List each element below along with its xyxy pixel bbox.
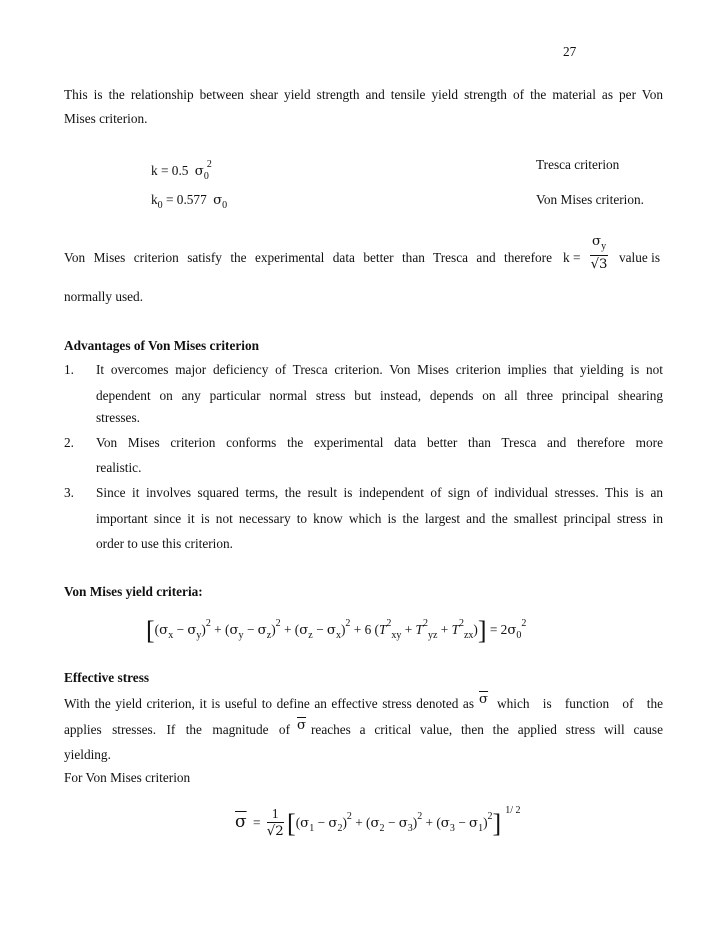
effective-line-1b: which is function of the <box>497 696 663 711</box>
list-item-line: stresses. <box>96 410 140 425</box>
frac-numerator: σ <box>592 234 602 249</box>
list-item-number: 2. <box>64 435 74 450</box>
list-item-line: Von Mises criterion conforms the experimental data better than Tresca and therefore more <box>96 435 663 450</box>
list-item-line: order to use this criterion. <box>96 536 233 551</box>
k-equals: k = <box>563 250 581 265</box>
effective-stress-heading: Effective stress <box>64 670 150 685</box>
effective-stress-formula: $\overline{\sigma}$ = $\frac{1}{√2}$ $[(\sigma_1 - \sigma_2)^2 + (\sigma_2 - \sigma_3)^2 + (\sigma_3 - \sigma_1)^2]$ $^{1/ 2}$ <box>235 805 521 840</box>
value-is: value is <box>619 250 660 265</box>
list-item-line: It overcomes major deficiency of Tresca criterion. Von Mises criterion implies that yielding is not <box>96 362 663 377</box>
effective-line-2a: applies stresses. If the magnitude of <box>64 722 290 737</box>
tresca-equation <box>151 151 212 191</box>
list-item-line: realistic. <box>96 460 142 475</box>
sigma-y-fraction <box>590 233 608 274</box>
sigma-symbol: σ <box>213 193 223 208</box>
sigma-bar-symbol: $\overline{\sigma}$ <box>479 692 489 707</box>
sigma-symbol: σ <box>194 164 204 179</box>
vonmises-equation <box>151 186 227 220</box>
frac-denominator: √3 <box>590 257 608 272</box>
yield-criteria-heading: Von Mises yield criteria: <box>64 584 203 599</box>
intro-line-1: This is the relationship between shear yield strength and tensile yield strength of the material as per Von <box>64 87 663 102</box>
effective-line-2b: reaches a critical value, then the applied stress will cause <box>311 722 663 737</box>
effective-line-1a: With the yield criterion, it is useful to define an effective stress denoted as <box>64 696 474 711</box>
eq2-k-subscript: 0 <box>157 200 163 211</box>
sigma-subscript: 0 <box>203 171 209 182</box>
list-item-line: dependent on any particular normal stress but instead, depends on all three principal shearing <box>96 388 663 403</box>
yield-criteria-equation: [$(\sigma_x - \sigma_y)^2 + (\sigma_y - \sigma_z)^2 + (\sigma_z - \sigma_x)^2 + 6$ $(T^2_{xy} + T^2_{yz} + T^2_{zx})] = 2\sigma_0^2$ <box>146 616 527 645</box>
exponent-half: 1/ 2 <box>505 805 521 816</box>
page-number: 27 <box>563 44 577 59</box>
effective-line-3: yielding. <box>64 747 111 762</box>
list-item-number: 1. <box>64 362 74 377</box>
sigma-subscript: 0 <box>222 200 228 211</box>
intro-line-2: Mises criterion. <box>64 111 148 126</box>
eq2-k: k <box>151 192 158 207</box>
eq1-superscript: 2 <box>206 159 212 170</box>
eq2-rhs: = 0.577 <box>165 192 207 207</box>
effective-line-4: For Von Mises criterion <box>64 770 191 785</box>
sigma-bar-symbol: $\overline{\sigma}$ <box>297 718 307 733</box>
eq1-lhs: k = 0.5 <box>151 163 189 178</box>
satisfy-text: Von Mises criterion satisfy the experimental data better than Tresca and therefore <box>64 250 552 265</box>
list-item-number: 3. <box>64 485 74 500</box>
satisfy-line-2: normally used. <box>64 289 144 304</box>
list-item-line: important since it is not necessary to know which is the largest and the smallest principal stress in <box>96 511 663 526</box>
tresca-label: Tresca criterion <box>536 157 620 172</box>
vonmises-label: Von Mises criterion. <box>536 192 644 207</box>
advantages-heading: Advantages of Von Mises criterion <box>64 338 260 353</box>
list-item-line: Since it involves squared terms, the result is independent of sign of individual stresses. This is an <box>96 485 663 500</box>
frac-numerator-subscript: y <box>601 241 607 252</box>
